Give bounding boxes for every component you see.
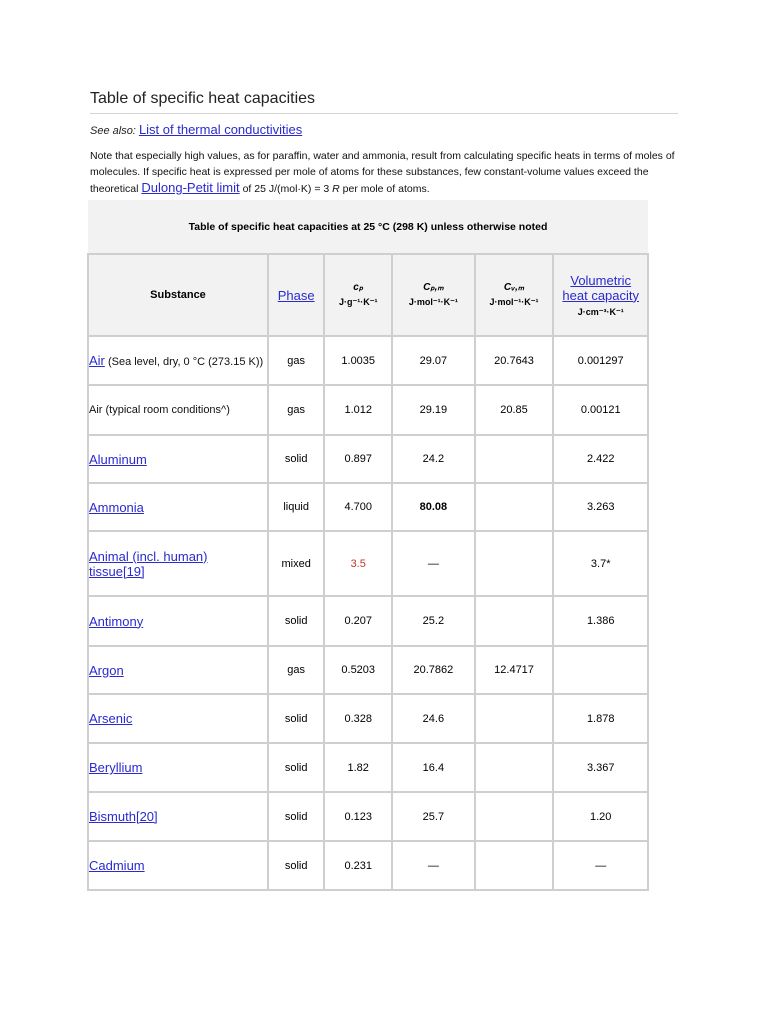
vol-cell: 0.001297 (553, 336, 648, 385)
substance-cell (88, 646, 268, 694)
cpm-symbol: Cₚ,ₘ (423, 282, 444, 293)
cpm-cell: 24.2 (392, 435, 475, 483)
volumetric-heat-capacity-link[interactable]: Volumetric heat capacity (562, 272, 640, 303)
cp-cell: 3.5 (324, 531, 392, 596)
substance-link[interactable]: Ammonia (89, 499, 144, 515)
cp-cell: 0.5203 (324, 646, 392, 694)
cvm-cell (475, 841, 554, 890)
substance-link[interactable]: Aluminum (89, 451, 147, 467)
cpm-cell: 29.19 (392, 385, 475, 435)
cvm-cell (475, 743, 554, 792)
table-row (88, 743, 648, 792)
substance-link[interactable]: Animal (incl. human) tissue[19] (89, 548, 208, 579)
page-title: Table of specific heat capacities (90, 90, 678, 114)
cp-cell: 4.700 (324, 483, 392, 531)
vol-cell: 1.386 (553, 596, 648, 646)
phase-cell: solid (268, 694, 324, 743)
dulong-petit-link[interactable]: Dulong-Petit limit (141, 180, 240, 195)
table-row (88, 792, 648, 841)
cp-cell: 1.0035 (324, 336, 392, 385)
substance-cell (88, 483, 268, 531)
phase-cell: solid (268, 596, 324, 646)
cp-cell: 0.231 (324, 841, 392, 890)
cp-cell: 0.897 (324, 435, 392, 483)
col-cp (324, 254, 392, 336)
substance-cell (88, 435, 268, 483)
phase-cell: solid (268, 841, 324, 890)
cvm-cell: 12.4717 (475, 646, 554, 694)
cp-cell: 0.207 (324, 596, 392, 646)
cvm-unit: J·mol⁻¹·K⁻¹ (489, 297, 539, 307)
cvm-cell (475, 531, 554, 596)
vol-cell: 0.00121 (553, 385, 648, 435)
table-row (88, 336, 648, 385)
cp-symbol: cₚ (353, 282, 364, 293)
phase-cell: gas (268, 646, 324, 694)
cvm-cell (475, 596, 554, 646)
table-caption: Table of specific heat capacities at 25 °C (298 K) unless otherwise noted (88, 200, 648, 254)
vol-cell: 2.422 (553, 435, 648, 483)
note-tail: per mole of atoms. (342, 183, 430, 195)
table-row (88, 596, 648, 646)
cvm-cell: 20.85 (475, 385, 554, 435)
cpm-unit: J·mol⁻¹·K⁻¹ (408, 297, 458, 307)
phase-cell: solid (268, 435, 324, 483)
table-row (88, 385, 648, 435)
phase-link[interactable]: Phase (277, 287, 315, 303)
cpm-cell: — (392, 841, 475, 890)
substance-link[interactable]: Bismuth[20] (89, 809, 158, 824)
substance-cell (88, 385, 268, 435)
table-caption-row (88, 200, 648, 254)
substance-cell (88, 743, 268, 792)
phase-cell: liquid (268, 483, 324, 531)
cvm-symbol: Cᵥ,ₘ (503, 282, 525, 293)
table-row (88, 483, 648, 531)
cvm-cell (475, 792, 554, 841)
substance-link[interactable]: Beryllium (89, 760, 143, 775)
vol-unit: J·cm⁻³·K⁻¹ (577, 306, 624, 317)
col-substance: Substance (88, 254, 268, 336)
substance-link[interactable]: Argon (89, 662, 124, 678)
substance-text: Air (typical room conditions^) (89, 404, 230, 416)
phase-cell: gas (268, 385, 324, 435)
table-row (88, 435, 648, 483)
table-row (88, 646, 648, 694)
cpm-cell: 16.4 (392, 743, 475, 792)
substance-cell (88, 792, 268, 841)
phase-cell: solid (268, 792, 324, 841)
cp-cell: 0.328 (324, 694, 392, 743)
vol-cell: — (553, 841, 648, 890)
cp-cell: 0.123 (324, 792, 392, 841)
phase-cell: solid (268, 743, 324, 792)
note-formula: of 25 J/(mol·K) = 3 (242, 183, 330, 195)
vol-cell: 3.263 (553, 483, 648, 531)
substance-cell (88, 336, 268, 385)
cp-unit: J·g⁻¹·K⁻¹ (338, 297, 378, 307)
cpm-cell: 25.7 (392, 792, 475, 841)
cpm-cell: 20.7862 (392, 646, 475, 694)
substance-link[interactable]: Antimony (89, 613, 144, 629)
intro-note (90, 148, 680, 197)
cvm-cell (475, 435, 554, 483)
table-row (88, 531, 648, 596)
note-r-symbol: R (332, 183, 340, 195)
cvm-cell: 20.7643 (475, 336, 554, 385)
see-also-line (90, 122, 302, 137)
cp-cell: 1.012 (324, 385, 392, 435)
cvm-cell (475, 694, 554, 743)
col-cpm (392, 254, 475, 336)
vol-cell: 3.7* (553, 531, 648, 596)
cpm-cell: 80.08 (392, 483, 475, 531)
cpm-cell: — (392, 531, 475, 596)
cpm-cell: 29.07 (392, 336, 475, 385)
table-row (88, 841, 648, 890)
substance-cell (88, 531, 268, 596)
col-cvm (475, 254, 554, 336)
thermal-conductivities-link[interactable]: List of thermal conductivities (138, 122, 303, 137)
phase-cell: gas (268, 336, 324, 385)
substance-link[interactable]: Cadmium (89, 858, 145, 873)
table-header-row (88, 254, 648, 336)
substance-cell (88, 841, 268, 890)
vol-cell (553, 646, 648, 694)
see-also-label: See also: (90, 125, 136, 137)
table-row (88, 694, 648, 743)
substance-link[interactable]: Air (89, 353, 105, 368)
col-volumetric (553, 254, 648, 336)
cvm-cell (475, 483, 554, 531)
substance-cell (88, 596, 268, 646)
vol-cell: 3.367 (553, 743, 648, 792)
phase-cell: mixed (268, 531, 324, 596)
cpm-cell: 24.6 (392, 694, 475, 743)
vol-cell: 1.20 (553, 792, 648, 841)
col-phase (268, 254, 324, 336)
substance-link[interactable]: Arsenic (89, 711, 133, 726)
cp-cell: 1.82 (324, 743, 392, 792)
vol-cell: 1.878 (553, 694, 648, 743)
substance-note: (Sea level, dry, 0 °C (273.15 K)) (104, 356, 264, 368)
specific-heat-table (87, 200, 649, 891)
substance-cell (88, 694, 268, 743)
cpm-cell: 25.2 (392, 596, 475, 646)
note-text: Note that especially high values, as for paraffin, water and ammonia, result from calculating specific heats in terms of moles of molecules. If specific heat is expressed per mole of atoms for these substances, few constant-volume values exceed the theoretical (90, 150, 675, 195)
